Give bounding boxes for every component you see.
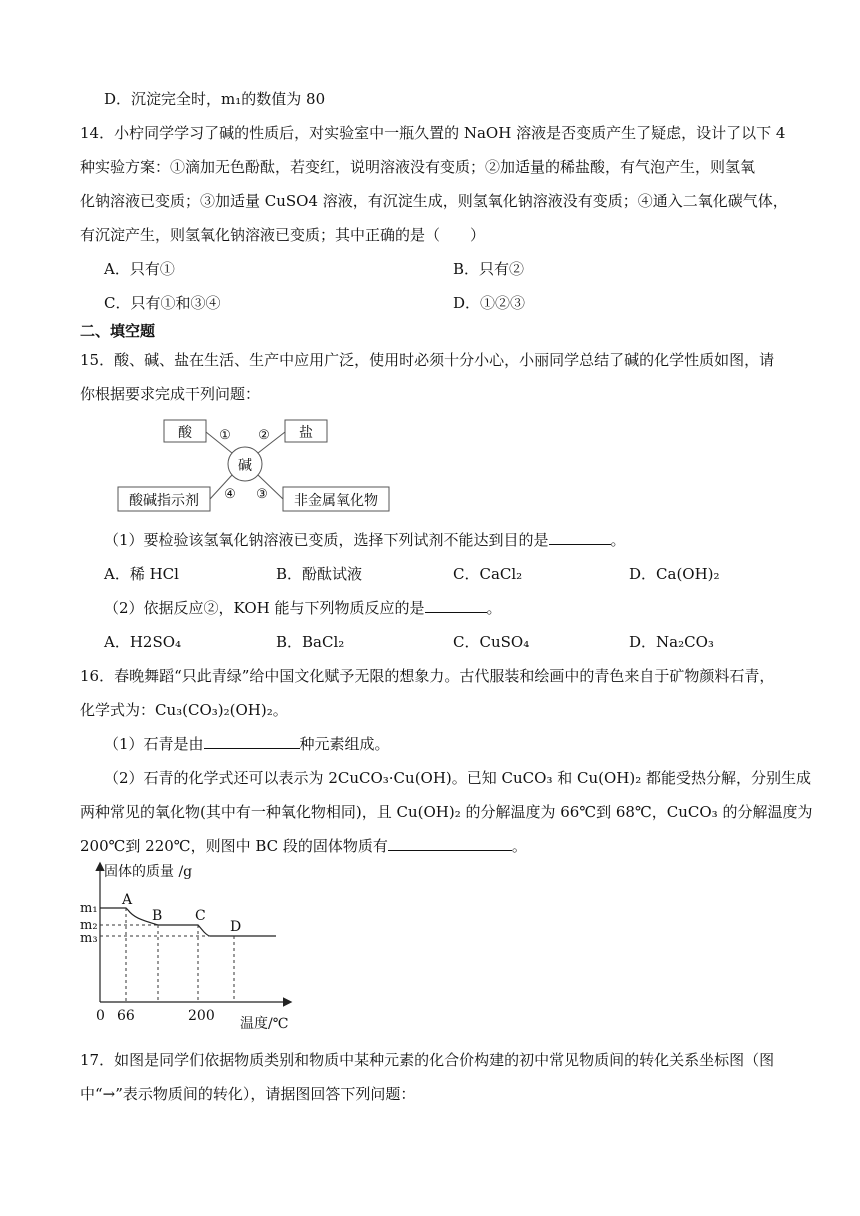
y-axis-label: 固体的质量 /g <box>104 864 193 880</box>
q15-p1-option-d: D．Ca(OH)₂ <box>629 565 720 583</box>
q15-part-1-text: （1）要检验该氢氧化钠溶液已变质，选择下列试剂不能达到目的是 <box>104 531 549 549</box>
m3-label: m₃ <box>80 931 98 946</box>
q15-p1-option-c: C．CaCl₂ <box>453 565 523 583</box>
x-axis-label: 温度/℃ <box>240 1016 289 1032</box>
q15-p2-option-a: A．H2SO₄ <box>104 633 182 651</box>
q14-line-1: 14．小柠同学学习了碱的性质后，对实验室中一瓶久置的 NaOH 溶液是否变质产生了疑虑，设计了以下 4 <box>80 124 786 142</box>
point-d-label: D <box>230 919 242 935</box>
origin-label: 0 <box>96 1008 105 1024</box>
q15-part-2-end: 。 <box>486 599 502 617</box>
q15-part-2 <box>104 598 502 618</box>
mass-temperature-graph <box>78 858 308 1034</box>
point-a-label: A <box>122 892 133 908</box>
q15-p2-option-b: B．BaCl₂ <box>276 633 345 651</box>
q16-part-1-text: （1）石青是由 <box>104 735 204 753</box>
q15-p2-option-d: D．Na₂CO₃ <box>629 633 714 651</box>
salt-label: 盐 <box>299 425 313 441</box>
q15-part-2-blank <box>425 598 487 613</box>
reaction-4-label: ④ <box>224 487 236 502</box>
q15-p1-option-a: A．稀 HCl <box>104 565 179 583</box>
q14-option-d: D．①②③ <box>453 294 526 312</box>
q14-line-2: 种实验方案：①滴加无色酚酞，若变红，说明溶液没有变质；②加适量的稀盐酸，有气泡产生，则氢氧 <box>80 158 756 176</box>
reaction-2-label: ② <box>258 428 270 443</box>
q14-option-c: C．只有①和③④ <box>104 294 221 312</box>
q15-part-1-end: 。 <box>610 531 626 549</box>
q15-part-2-text: （2）依据反应②，KOH 能与下列物质反应的是 <box>104 599 425 617</box>
q16-part-1-end: 种元素组成。 <box>299 735 390 753</box>
base-properties-diagram <box>110 412 400 522</box>
q14-line-4: 有沉淀产生，则氢氧化钠溶液已变质；其中正确的是（ ） <box>80 226 486 244</box>
q14-line-3: 化钠溶液已变质；③加适量 CuSO4 溶液，有沉淀生成，则氢氧化钠溶液没有变质；④通入二氧化碳气体， <box>80 192 788 210</box>
q17-line-1: 17．如图是同学们依据物质类别和物质中某种元素的化合价构建的初中常见物质间的转化关系坐标图（图 <box>80 1051 775 1069</box>
q17-line-2: 中“→”表示物质间的转化），请据图回答下列问题： <box>80 1085 416 1103</box>
q16-line-1: 16．春晚舞蹈“只此青绿”给中国文化赋予无限的想象力。古代服装和绘画中的青色来自于矿物颜料石青， <box>80 667 775 685</box>
point-c-label: C <box>195 908 206 924</box>
q13-option-d: D．沉淀完全时，m₁的数值为 80 <box>104 90 326 108</box>
nonmetal-oxide-label: 非金属氧化物 <box>294 493 378 509</box>
q14-option-b: B．只有② <box>453 260 525 278</box>
q16-part-2-line-1: （2）石青的化学式还可以表示为 2CuCO₃·Cu(OH)。已知 CuCO₃ 和 Cu(OH)₂ 都能受热分解，分别生成 <box>104 769 812 787</box>
q16-part-2-line-2: 两种常见的氧化物(其中有一种氧化物相同)，且 Cu(OH)₂ 的分解温度为 66℃到 68℃，CuCO₃ 的分解温度为 <box>80 803 813 821</box>
q16-part-2-text: 200℃到 220℃，则图中 BC 段的固体物质有 <box>80 837 388 855</box>
m2-label: m₂ <box>80 918 98 933</box>
tick-66-label: 66 <box>117 1008 135 1024</box>
q16-part-1-blank <box>204 734 300 749</box>
q15-part-1-blank <box>549 530 611 545</box>
indicator-label: 酸碱指示剂 <box>129 493 199 509</box>
tick-200-label: 200 <box>188 1008 215 1024</box>
base-label: 碱 <box>238 458 252 474</box>
section-heading: 二、填空题 <box>80 322 156 340</box>
q16-part-1 <box>104 734 390 754</box>
acid-label: 酸 <box>178 425 192 441</box>
point-b-label: B <box>152 908 163 924</box>
q16-part-2-line-3 <box>80 836 527 856</box>
reaction-1-label: ① <box>219 428 231 443</box>
q15-line-1: 15．酸、碱、盐在生活、生产中应用广泛，使用时必须十分小心，小丽同学总结了碱的化学性质如图，请 <box>80 351 775 369</box>
q14-option-a: A．只有① <box>104 260 175 278</box>
q15-p2-option-c: C．CuSO₄ <box>453 633 530 651</box>
q15-part-1 <box>104 530 626 550</box>
m1-label: m₁ <box>80 901 98 916</box>
q16-part-2-end: 。 <box>511 837 527 855</box>
q16-line-2: 化学式为：Cu₃(CO₃)₂(OH)₂。 <box>80 701 288 719</box>
reaction-3-label: ③ <box>256 487 268 502</box>
q15-p1-option-b: B．酚酞试液 <box>276 565 363 583</box>
q15-line-2: 你根据要求完成干列问题： <box>80 385 261 403</box>
q16-part-2-blank <box>388 836 512 851</box>
